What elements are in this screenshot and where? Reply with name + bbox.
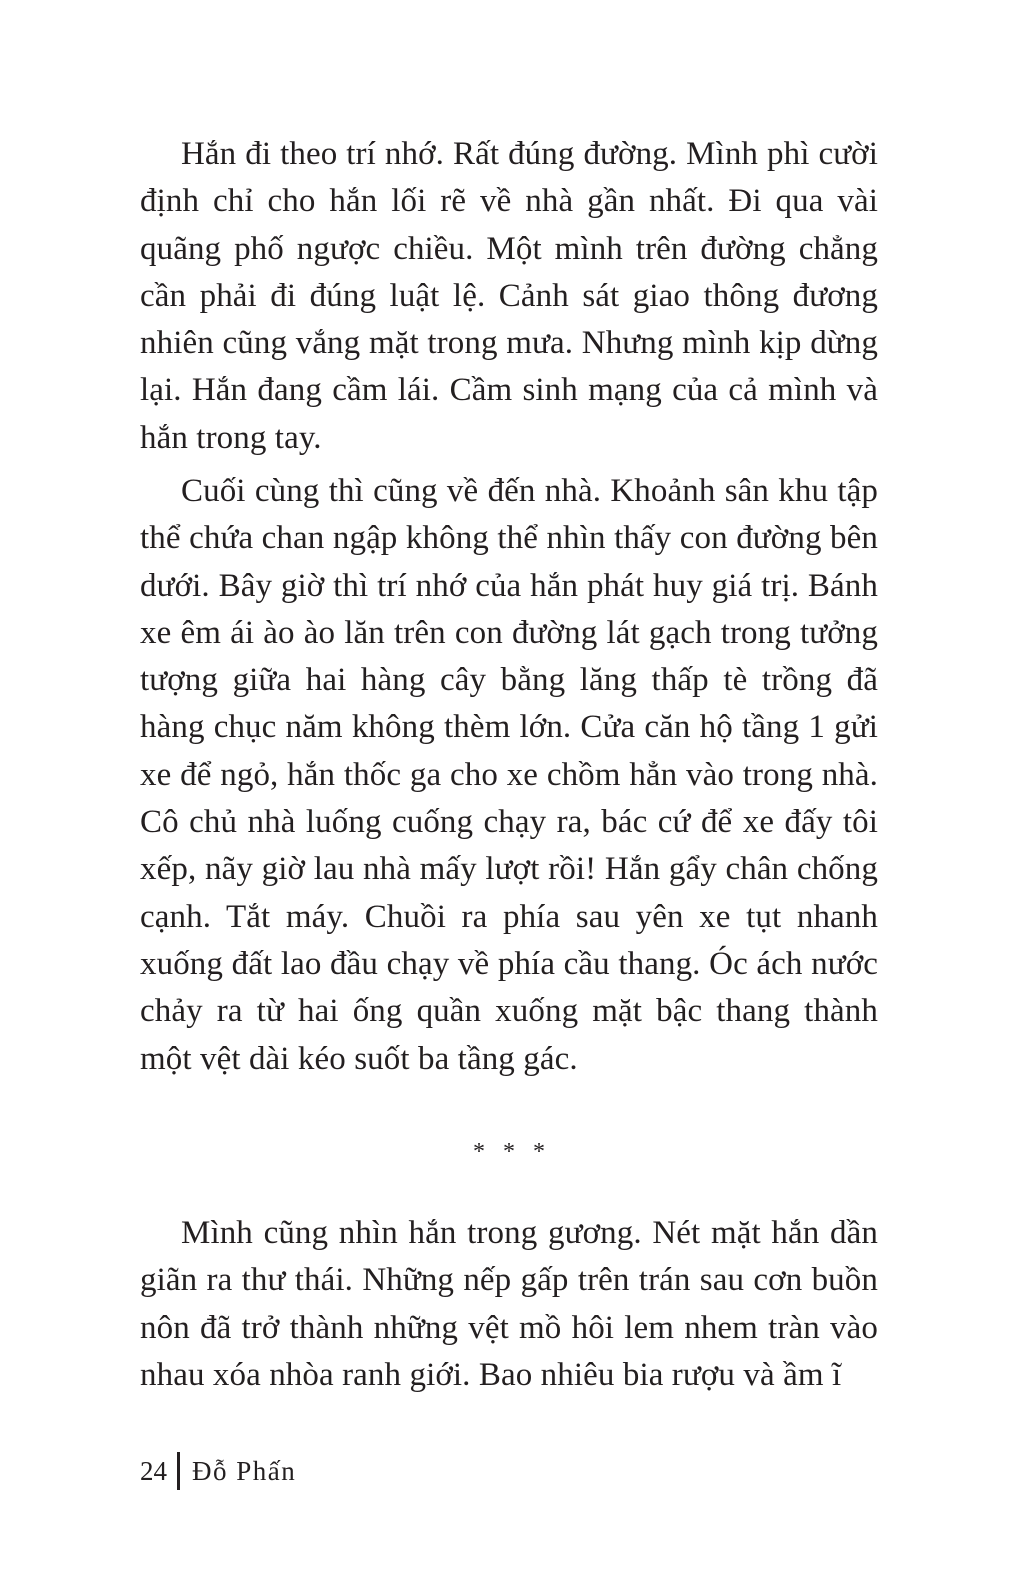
paragraph-3 xyxy=(140,1210,878,1399)
paragraph-3-text: Mình cũng nhìn hắn trong gương. Nét mặt hắn dần giãn ra thư thái. Những nếp gấp trên trán sau cơn buồn nôn đã trở thành những vệt mồ hôi lem nhem tràn vào nhau xóa nhòa ranh giới. Bao nhiêu bia rượu và ầm ĩ xyxy=(140,1215,878,1393)
footer-divider xyxy=(177,1452,180,1490)
section-separator: * * * xyxy=(473,1139,551,1165)
paragraph-2-text: Cuối cùng thì cũng về đến nhà. Khoảnh sân khu tập thể chứa chan ngập không thể nhìn thấy con đường bên dưới. Bây giờ thì trí nhớ của hắn phát huy giá trị. Bánh xe êm ái ào ào lăn trên con đường lát gạch trong tưởng tượng giữa hai hàng cây bằng lăng thấp tè trồng đã hàng chục năm không thèm lớn. Cửa căn hộ tầng 1 gửi xe để ngỏ, hắn thốc ga cho xe chồm hẳn vào trong nhà. Cô chủ nhà luống cuống chạy ra, bác cứ để xe đấy tôi xếp, nãy giờ lau nhà mấy lượt rồi! Hắn gẩy chân chống cạnh. Tắt máy. Chuồi ra phía sau yên xe tụt nhanh xuống đất lao đầu chạy về phía cầu thang. Óc ách nước chảy ra từ hai ống quần xuống mặt bậc thang thành một vệt dài kéo suốt ba tầng gác. xyxy=(140,473,878,1077)
paragraph-1-text: Hắn đi theo trí nhớ. Rất đúng đường. Mình phì cười định chỉ cho hắn lối rẽ về nhà gần nhất. Đi qua vài quãng phố ngược chiều. Một mình trên đường chẳng cần phải đi đúng luật lệ. Cảnh sát giao thông đương nhiên cũng vắng mặt trong mưa. Nhưng mình kịp dừng lại. Hắn đang cầm lái. Cầm sinh mạng của cả mình và hắn trong tay. xyxy=(140,136,878,456)
paragraph-1 xyxy=(140,131,878,462)
author-name: Đỗ Phấn xyxy=(192,1455,297,1486)
page-number: 24 xyxy=(140,1455,167,1486)
paragraph-2 xyxy=(140,468,878,1083)
page-footer xyxy=(140,1450,296,1492)
